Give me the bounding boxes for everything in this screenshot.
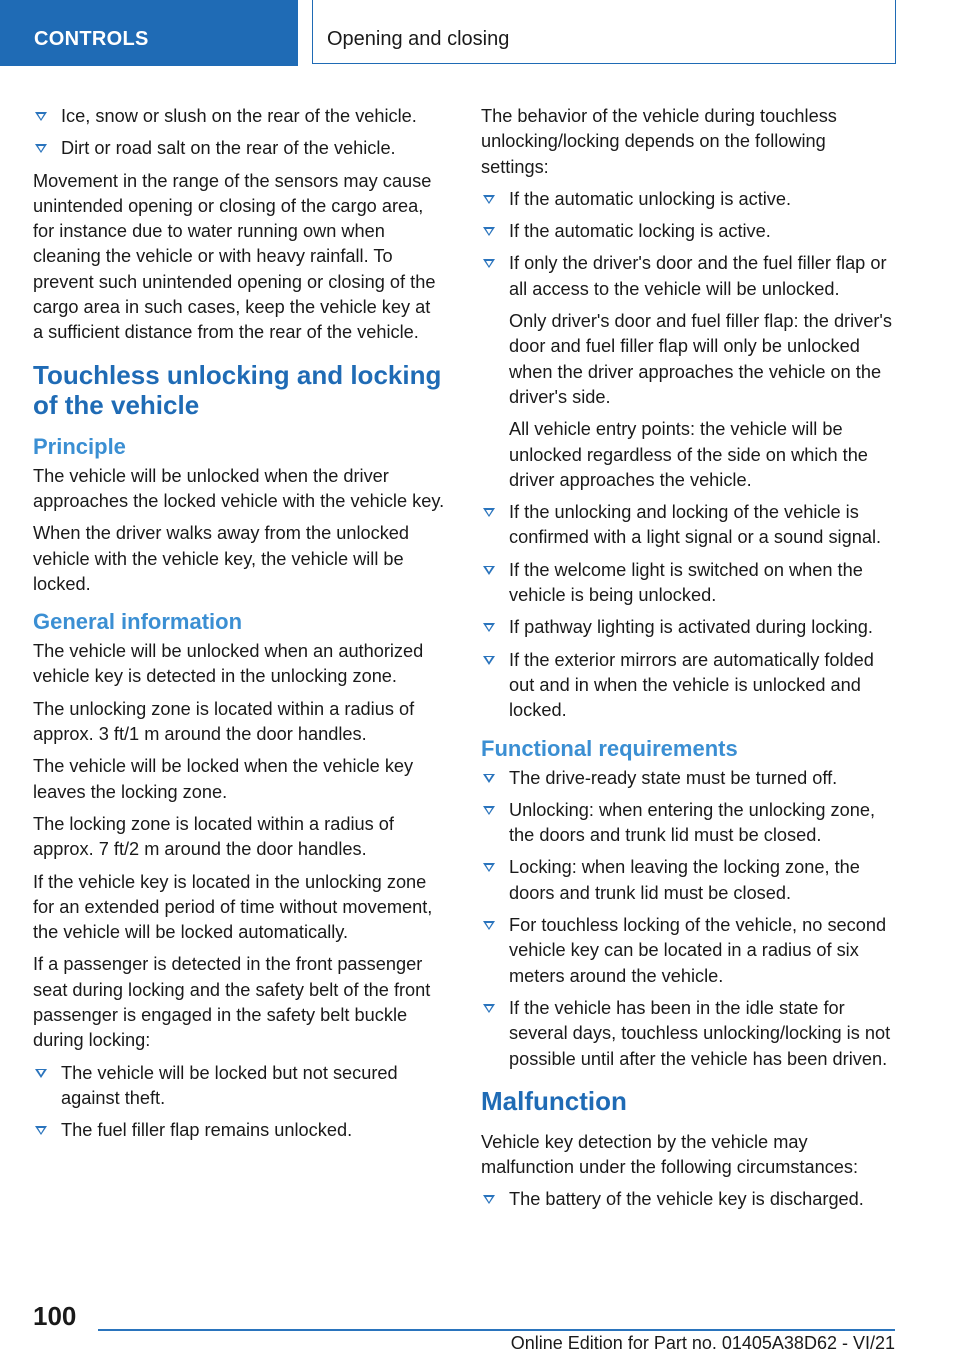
paragraph: The vehicle will be unlocked when the driver approaches the locked vehicle with the vehicle key. (33, 465, 445, 511)
list-item: If the vehicle has been in the idle state for several days, touchless unlocking/locking is not possible until after the vehicle has been driven. (481, 996, 895, 1072)
paragraph: The unlocking zone is located within a radius of approx. 3 ft/1 m around the door handles. (33, 698, 415, 745)
list-item: If the automatic locking is active. (481, 219, 895, 244)
paragraph: Vehicle key detection by the vehicle may malfunction under the following circumstances: (481, 1131, 859, 1178)
general-information-heading: General information (33, 609, 243, 635)
page-number: 100 (33, 1301, 77, 1331)
triangle-bullet-icon (33, 1118, 47, 1143)
footer-divider (98, 1329, 895, 1331)
page-header (0, 0, 960, 66)
sub-paragraph: All vehicle entry points: the vehicle will be unlocked regardless of the side on which the driver approaches the vehicle. (509, 419, 868, 490)
list-item: If the welcome light is switched on when the vehicle is being unlocked. (481, 558, 895, 609)
triangle-bullet-icon (481, 996, 495, 1021)
paragraph: The vehicle will be locked when the vehicle key leaves the locking zone. (33, 756, 414, 802)
paragraph: If a passenger is detected in the front passenger seat during locking and the safety belt of the front passenger is engaged in the safety belt buckle during locking: (33, 954, 431, 1051)
section-tab: CONTROLS (0, 0, 298, 66)
paragraph: The vehicle will be unlocked when an authorized vehicle key is detected in the unlocking zone. (33, 641, 424, 687)
bullet-list-passenger (33, 1061, 445, 1144)
list-item: If the automatic unlocking is active. (481, 187, 895, 212)
triangle-bullet-icon (481, 1187, 495, 1212)
list-item: The battery of the vehicle key is discharged. (481, 1187, 895, 1212)
section-heading: Touchless unlocking and locking of the vehicle (33, 359, 442, 420)
sub-paragraph: Only driver's door and fuel filler flap: the driver's door and fuel filler flap will only be unlocked when the driver approaches the vehicle on the driver's side. (509, 311, 892, 407)
triangle-bullet-icon (481, 615, 495, 640)
triangle-bullet-icon (481, 913, 495, 938)
malfunction-heading: Malfunction (481, 1085, 627, 1116)
edition-note: Online Edition for Part no. 01405A38D62 - VI/21 (510, 1333, 895, 1353)
list-item: For touchless locking of the vehicle, no second vehicle key can be located in a radius of six meters around the vehicle. (481, 913, 895, 989)
behavior-paragraph: The behavior of the vehicle during touchless unlocking/locking depends on the following settings: (481, 106, 837, 177)
list-item: If only the driver's door and the fuel filler flap or all access to the vehicle will be unlocked. (481, 251, 895, 302)
triangle-bullet-icon (33, 1061, 47, 1086)
chapter-title: Opening and closing (312, 0, 896, 64)
triangle-bullet-icon (481, 219, 495, 244)
left-column (33, 104, 445, 1151)
triangle-bullet-icon (481, 500, 495, 525)
bullet-list-top (33, 104, 445, 162)
list-item: If the exterior mirrors are automatically folded out and in when the vehicle is unlocked and locked. (481, 648, 895, 724)
triangle-bullet-icon (481, 648, 495, 673)
list-item: The vehicle will be locked but not secured against theft. (33, 1061, 445, 1112)
triangle-bullet-icon (481, 855, 495, 880)
triangle-bullet-icon (481, 798, 495, 823)
paragraph: When the driver walks away from the unlocked vehicle with the vehicle key, the vehicle will be locked. (33, 523, 410, 594)
requirements-list (481, 766, 895, 1072)
triangle-bullet-icon (33, 104, 47, 129)
list-item: If pathway lighting is activated during locking. (481, 615, 895, 640)
settings-list-continued (481, 500, 895, 723)
triangle-bullet-icon (481, 251, 495, 276)
right-column (481, 104, 895, 1220)
triangle-bullet-icon (481, 187, 495, 212)
malfunction-list (481, 1187, 895, 1212)
principle-heading: Principle (33, 433, 126, 459)
list-item: If the unlocking and locking of the vehicle is confirmed with a light signal or a sound signal. (481, 500, 895, 551)
triangle-bullet-icon (33, 136, 47, 161)
paragraph: If the vehicle key is located in the unlocking zone for an extended period of time without movement, the vehicle will be locked automatically. (33, 871, 433, 943)
movement-paragraph: Movement in the range of the sensors may cause unintended opening or closing of the cargo area, for instance due to water running own when cleaning the vehicle or with heavy rainfall. To prevent such unintended opening or closing of the cargo area in such cases, keep the vehicle key at a sufficient distance from the rear of the vehicle. (33, 170, 436, 343)
list-item: Dirt or road salt on the rear of the vehicle. (33, 136, 445, 161)
paragraph: The locking zone is located within a radius of approx. 7 ft/2 m around the door handles. (33, 813, 394, 860)
settings-list (481, 187, 895, 302)
list-item: The fuel filler flap remains unlocked. (33, 1118, 445, 1143)
triangle-bullet-icon (481, 558, 495, 583)
list-item: Locking: when leaving the locking zone, the doors and trunk lid must be closed. (481, 855, 895, 906)
list-item: Ice, snow or slush on the rear of the vehicle. (33, 104, 445, 129)
triangle-bullet-icon (481, 766, 495, 791)
list-item: The drive-ready state must be turned off. (481, 766, 895, 791)
functional-requirements-heading: Functional requirements (481, 735, 738, 761)
list-item: Unlocking: when entering the unlocking zone, the doors and trunk lid must be closed. (481, 798, 895, 849)
